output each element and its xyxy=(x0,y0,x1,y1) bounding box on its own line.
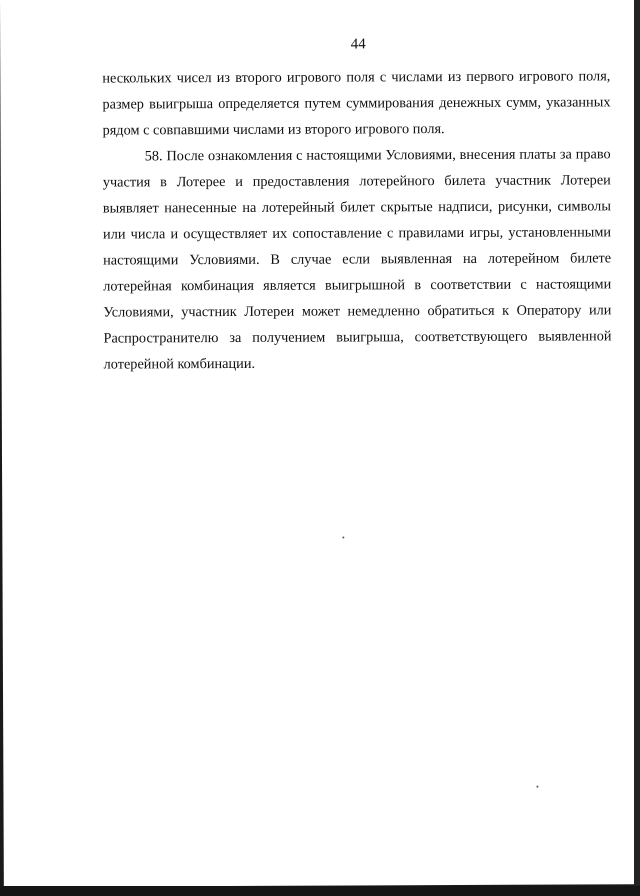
scan-speck xyxy=(342,537,344,539)
body-text xyxy=(102,63,611,377)
scan-speck xyxy=(536,786,538,788)
scan-border-bottom xyxy=(0,886,640,896)
scan-border-right xyxy=(634,0,640,896)
page-number: 44 xyxy=(350,36,366,53)
paragraph-58: 58. После ознакомления с настоящими Условиями, внесения платы за право участия в Лотерее и предоставления лотерейного билета участник Лотереи выявляет нанесенные на лотерейный билет скрытые надписи, рисунки, символы или числа и осуществляет их сопоставление с правилами игры, установленными настоящими Условиями. В случае если выявленная на лотерейном билете лотерейная комбинация является выигрышной в соответствии с настоящими Условиями, участник Лотереи может немедленно обратиться к Оператору или Распространителю за получением выигрыша, соответствующего выявленной лотерейной комбинации. xyxy=(102,146,612,373)
continuation-paragraph: нескольких чисел из второго игрового поля с числами из первого игрового поля, размер выигрыша определяется путем суммирования денежных сумм, указанных рядом с совпавшими числами из второго игрового поля. xyxy=(102,68,611,139)
